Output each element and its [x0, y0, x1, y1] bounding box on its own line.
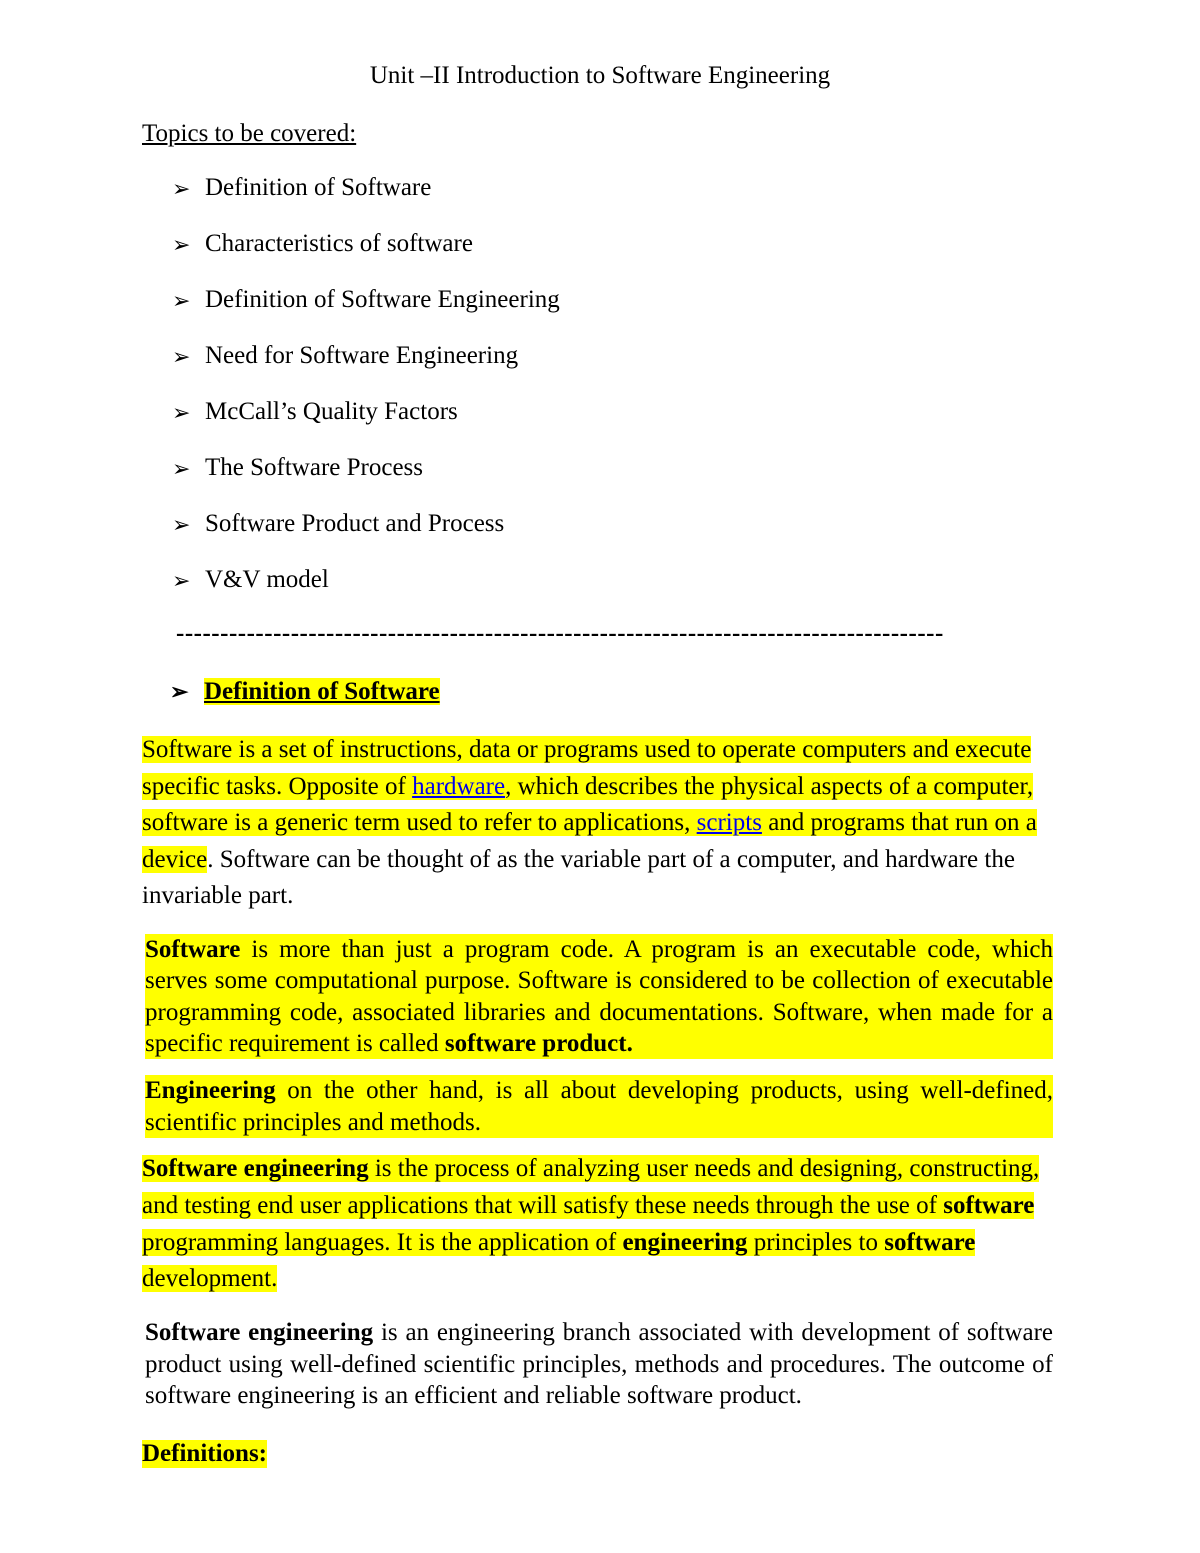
bold-term: Software — [145, 936, 241, 963]
bold-term: software product. — [444, 1029, 633, 1057]
text-run: development. — [142, 1265, 278, 1293]
topic-text: McCall’s Quality Factors — [205, 398, 458, 425]
paragraph-engineering — [145, 1075, 1053, 1138]
arrow-bullet-icon: ➢ — [172, 176, 191, 201]
text-run: is an engineering branch associated with development of software product using well-defined scientific principles, methods and procedures. The outcome of software engineering is an efficient and reliable software product. — [145, 1319, 1053, 1409]
bold-term: engineering — [622, 1228, 748, 1256]
topic-text: The Software Process — [205, 454, 423, 481]
arrow-bullet-icon: ➢ — [172, 232, 191, 257]
arrow-bullet-icon: ➢ — [172, 456, 191, 481]
paragraph-software-engineering-process — [142, 1151, 1062, 1298]
topic-text: Definition of Software Engineering — [205, 286, 560, 313]
arrow-bullet-icon: ➢ — [172, 512, 191, 537]
text-run: on the other hand, is all about developing products, using well-defined, scientific principles and methods. — [145, 1077, 1053, 1136]
section-heading-text: Definition of Software — [204, 678, 440, 705]
text-run: programming languages. It is the application of — [142, 1228, 623, 1256]
text-run: is more than just a program code. A program is an executable code, which serves some computational purpose. Software is considered to be collection of executable programming code, associated libraries and documentations. Software, when made for a specific requirement is called — [145, 936, 1053, 1057]
topic-text: V&V model — [205, 566, 329, 593]
text-run: , which describes the physical aspects of a computer, software is a generic term used to refer to applications, — [142, 772, 1034, 836]
list-item — [172, 566, 560, 622]
scripts-link[interactable]: scripts — [696, 809, 762, 836]
topics-list — [172, 174, 560, 622]
list-item — [172, 454, 560, 510]
topic-text: Definition of Software — [205, 174, 432, 201]
page-title: Unit –II Introduction to Software Engineering — [369, 62, 831, 89]
topic-text: Characteristics of software — [205, 230, 473, 257]
list-item — [172, 398, 560, 454]
text-run: principles to — [747, 1228, 885, 1256]
arrow-bullet-icon: ➢ — [172, 344, 191, 369]
bold-term: software — [943, 1191, 1035, 1219]
bold-term: Engineering — [145, 1077, 276, 1104]
text-run: is the process of analyzing user needs and designing, constructing, and testing end user applications that will satisfy these needs through the use of — [142, 1155, 1040, 1219]
arrow-bullet-icon: ➢ — [170, 679, 189, 704]
list-item — [172, 174, 560, 230]
text-run: . Software can be thought of as the variable part of a computer, and hardware the invariable part. — [142, 845, 1015, 909]
topic-text: Need for Software Engineering — [205, 342, 519, 369]
arrow-bullet-icon: ➢ — [172, 288, 191, 313]
dashed-divider: --------------------------------------------------------------------------------------- — [176, 620, 944, 647]
list-item — [172, 510, 560, 566]
text-run: and programs that run on a device — [142, 809, 1037, 873]
hardware-link[interactable]: hardware — [412, 772, 506, 800]
topic-text: Software Product and Process — [205, 510, 505, 537]
section-heading — [170, 677, 440, 707]
list-item — [172, 286, 560, 342]
paragraph-software-product — [145, 934, 1053, 1059]
bold-term: Software engineering — [145, 1319, 374, 1346]
paragraph-software-engineering-branch — [145, 1317, 1053, 1412]
topics-label: Topics to be covered: — [142, 120, 357, 147]
paragraph-software-definition — [142, 732, 1062, 915]
bold-term: Software engineering — [142, 1155, 369, 1182]
text-run: Software is a set of instructions, data or programs used to operate computers and execute specific tasks. Opposite of — [142, 736, 1032, 800]
list-item — [172, 230, 560, 286]
arrow-bullet-icon: ➢ — [172, 568, 191, 593]
bold-term: software — [884, 1228, 976, 1256]
list-item — [172, 342, 560, 398]
definitions-heading: Definitions: — [142, 1440, 267, 1467]
arrow-bullet-icon: ➢ — [172, 400, 191, 425]
